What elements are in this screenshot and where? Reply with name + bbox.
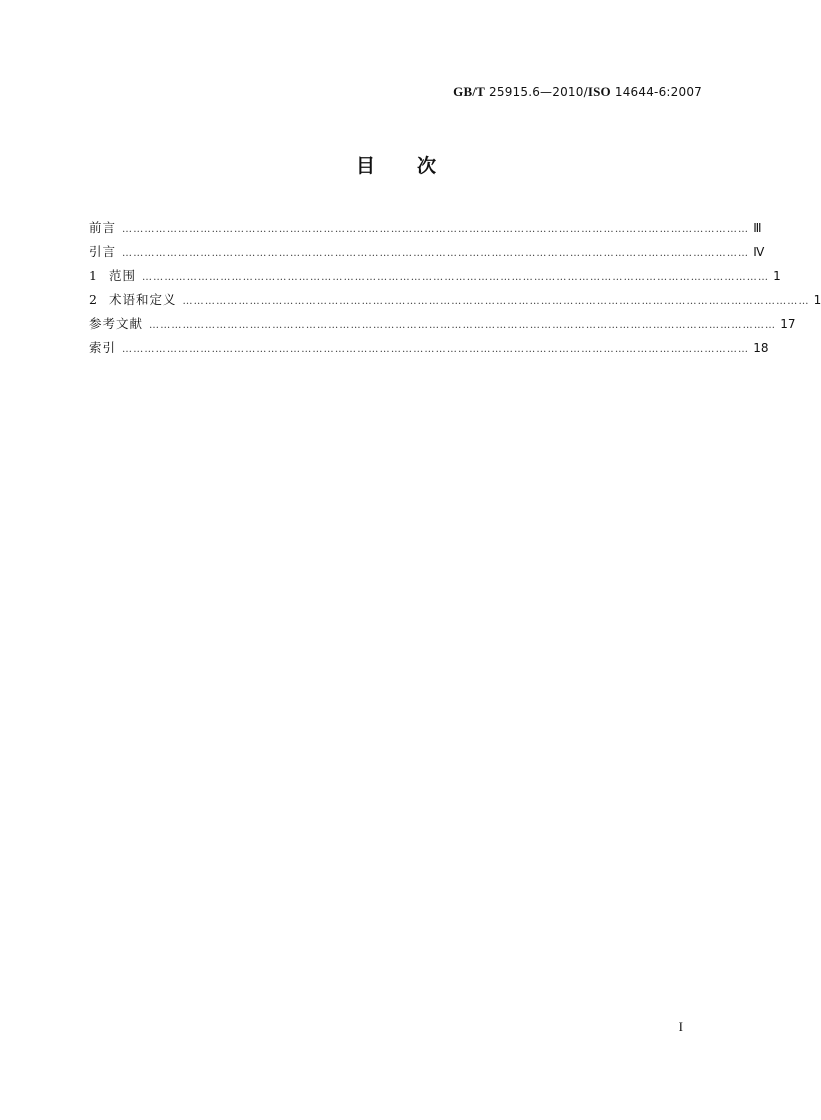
toc-leader-dots: …………………………………………………………………………………………………………………………………………………… bbox=[122, 248, 750, 259]
toc-leader-dots: …………………………………………………………………………………………………………………………………………………… bbox=[149, 320, 777, 331]
toc-entry-label: 1 范围 bbox=[89, 268, 136, 283]
toc-entry-page: 18 bbox=[753, 341, 769, 355]
title-char-1: 目 bbox=[355, 155, 375, 177]
toc-entry-terms-and-definitions[interactable] bbox=[89, 288, 821, 312]
toc-entry-number: 1 bbox=[89, 268, 97, 283]
toc-entry-page: Ⅳ bbox=[753, 245, 765, 259]
toc-entry-label: 2 术语和定义 bbox=[89, 292, 177, 307]
toc-entry-label: 前言 bbox=[89, 220, 117, 235]
toc-entry-page: 1 bbox=[813, 293, 821, 307]
toc-entry-bibliography[interactable] bbox=[89, 312, 796, 336]
toc-entry-label: 引言 bbox=[89, 244, 117, 259]
table-of-contents bbox=[89, 216, 821, 360]
title-char-2: 次 bbox=[417, 155, 437, 177]
standard-number: 25915.6—2010/ bbox=[489, 85, 588, 99]
page-title bbox=[0, 151, 792, 178]
standard-code-header bbox=[453, 84, 702, 100]
iso-prefix: ISO bbox=[587, 84, 611, 99]
page-number: I bbox=[678, 1019, 683, 1034]
toc-entry-page: 17 bbox=[780, 317, 796, 331]
toc-entry-page: 1 bbox=[773, 269, 781, 283]
toc-leader-dots: …………………………………………………………………………………………………………………………………………………… bbox=[122, 344, 750, 355]
standard-prefix: GB/T bbox=[453, 84, 486, 99]
toc-entry-number: 2 bbox=[89, 292, 97, 307]
toc-entry-scope[interactable] bbox=[89, 264, 781, 288]
iso-number: 14644-6:2007 bbox=[614, 85, 702, 99]
toc-entry-page: Ⅲ bbox=[753, 221, 762, 235]
toc-leader-dots: …………………………………………………………………………………………………………………………………………………… bbox=[182, 296, 810, 307]
toc-entry-label: 索引 bbox=[89, 340, 117, 355]
toc-leader-dots: …………………………………………………………………………………………………………………………………………………… bbox=[141, 272, 770, 283]
toc-leader-dots: …………………………………………………………………………………………………………………………………………………… bbox=[122, 224, 750, 235]
toc-entry-label: 参考文献 bbox=[89, 316, 144, 331]
toc-entry-index[interactable] bbox=[89, 336, 769, 360]
toc-entry-foreword[interactable] bbox=[89, 216, 762, 240]
toc-entry-introduction[interactable] bbox=[89, 240, 765, 264]
